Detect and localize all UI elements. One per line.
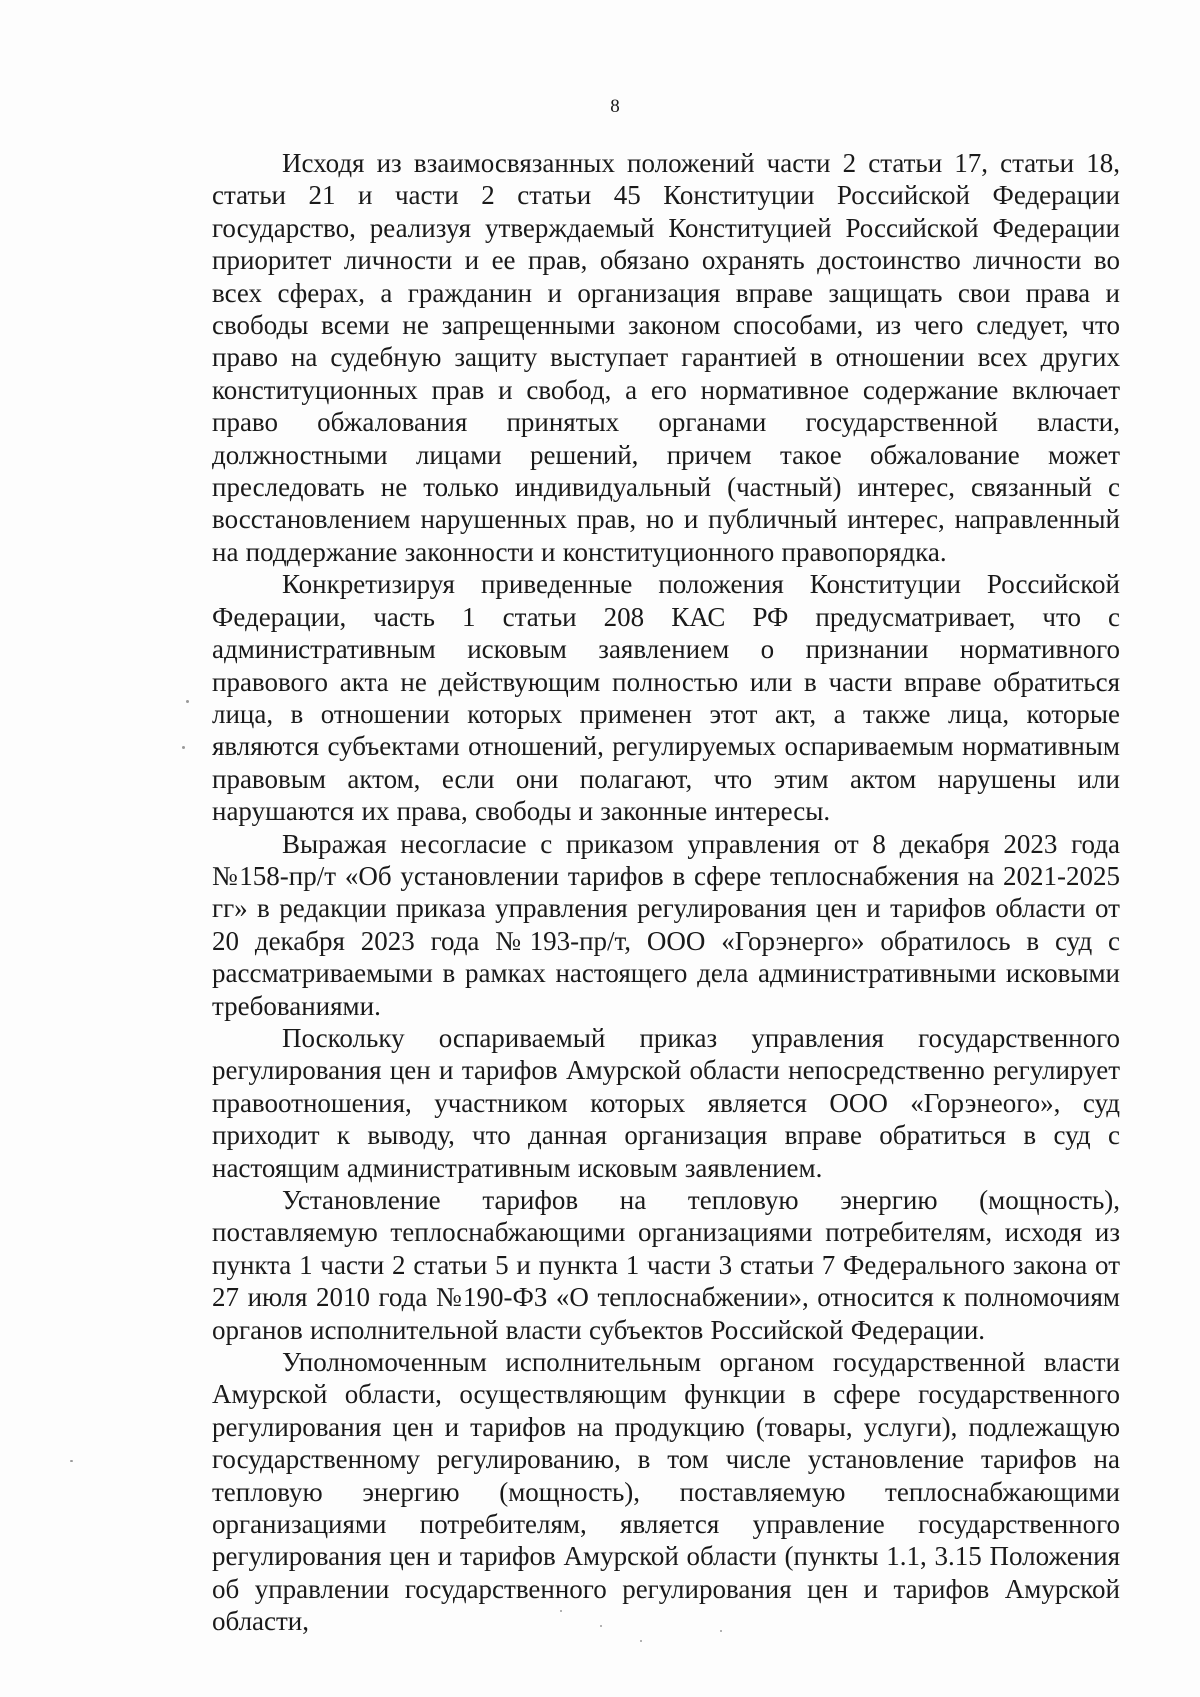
document-body bbox=[212, 147, 1120, 1638]
scan-speck bbox=[70, 1460, 73, 1462]
scan-speck bbox=[720, 1630, 722, 1632]
paragraph-2: Конкретизируя приведенные положения Конституции Российской Федерации, часть 1 статьи 208 КАС РФ предусматривает, что с административным исковым заявлением о признании нормативного правового акта не действующим полностью или в части вправе обратиться лица, в отношении которых применен этот акт, а также лица, которые являются субъектами отношений, регулируемых оспариваемым нормативным правовым актом, если они полагают, что этим актом нарушены или нарушаются их права, свободы и законные интересы. bbox=[212, 569, 1120, 827]
scan-speck bbox=[182, 746, 185, 749]
paragraph-1: Исходя из взаимосвязанных положений части 2 статьи 17, статьи 18, статьи 21 и части 2 статьи 45 Конституции Российской Федерации государство, реализуя утверждаемый Конституцией Российской Федерации приоритет личности и ее прав, обязано охранять достоинство личности во всех сферах, а гражданин и организация вправе защищать свои права и свободы всеми не запрещенными законом способами, из чего следует, что право на судебную защиту выступает гарантией в отношении всех других конституционных прав и свобод, а его нормативное содержание включает право обжалования принятых органами государственной власти, должностными лицами решений, причем такое обжалование может преследовать не только индивидуальный (частный) интерес, связанный с восстановлением нарушенных прав, но и публичный интерес, направленный на поддержание законности и конституционного правопорядка. bbox=[212, 148, 1120, 567]
paragraph-5: Установление тарифов на тепловую энергию (мощность), поставляемую теплоснабжающими организациями потребителям, исходя из пункта 1 части 2 статьи 5 и пункта 1 части 3 статьи 7 Федерального закона от 27 июля 2010 года №190-ФЗ «О теплоснабжении», относится к полномочиям органов исполнительной власти субъектов Российской Федерации. bbox=[212, 1185, 1120, 1345]
scan-speck bbox=[560, 1610, 562, 1612]
page-number: 8 bbox=[610, 96, 620, 117]
scan-speck bbox=[186, 700, 189, 703]
paragraph-3: Выражая несогласие с приказом управления от 8 декабря 2023 года №158-пр/т «Об установлении тарифов в сфере теплоснабжения на 2021-2025 гг» в редакции приказа управления регулирования цен и тарифов области от 20 декабря 2023 года №193-пр/т, ООО «Горэнерго» обратилось в суд с рассматриваемыми в рамках настоящего дела административными исковыми требованиями. bbox=[212, 828, 1120, 1021]
scan-speck bbox=[600, 1625, 602, 1627]
paragraph-4: Поскольку оспариваемый приказ управления государственного регулирования цен и тарифов Амурской области непосредственно регулирует правоотношения, участником которых является ООО «Горэнеого», суд приходит к выводу, что данная организация вправе обратиться в суд с настоящим административным исковым заявлением. bbox=[212, 1022, 1120, 1183]
scan-speck bbox=[640, 1640, 642, 1642]
paragraph-6: Уполномоченным исполнительным органом государственной власти Амурской области, осуществляющим функции в сфере государственного регулирования цен и тарифов на продукцию (товары, услуги), подлежащую государственному регулированию, в том числе установление тарифов на тепловую энергию (мощность), поставляемую теплоснабжающими организациями потребителям, является управление государственного регулирования цен и тарифов Амурской области (пункты 1.1, 3.15 Положения об управлении государственного регулирования цен и тарифов Амурской области, bbox=[212, 1347, 1120, 1637]
